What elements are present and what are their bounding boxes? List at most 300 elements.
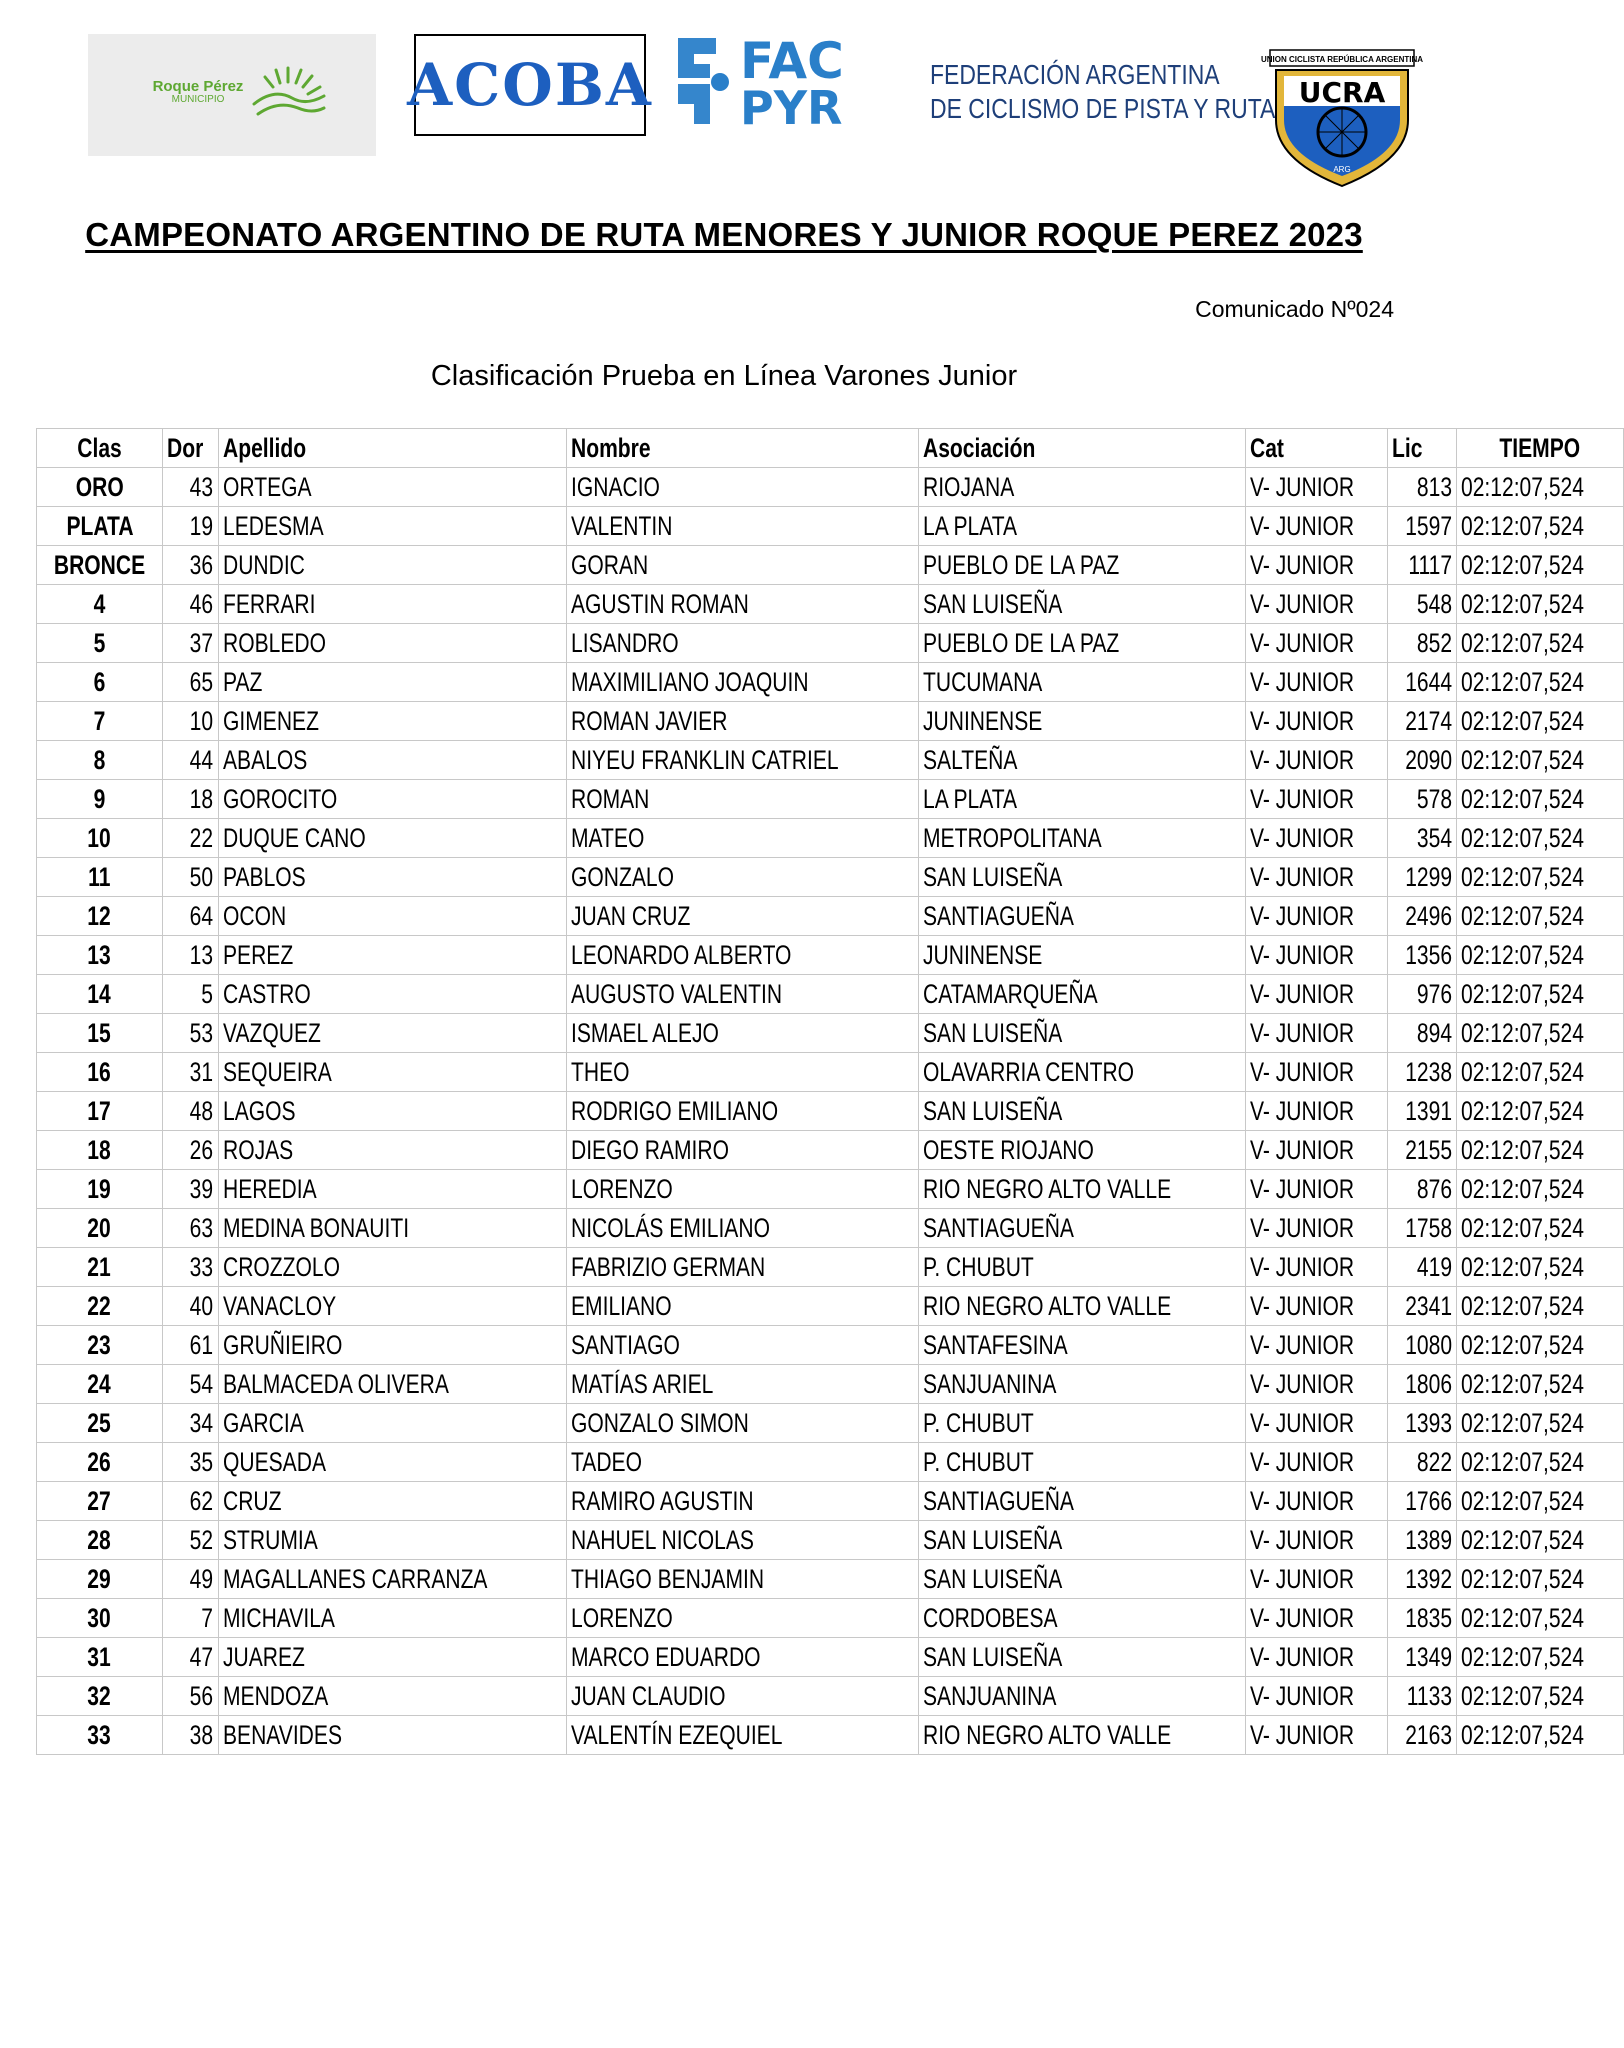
cell-nombre bbox=[566, 1326, 918, 1365]
cell-tiempo bbox=[1457, 780, 1624, 819]
cell-text: RIO NEGRO ALTO VALLE bbox=[922, 1719, 1171, 1750]
cell-text: OCON bbox=[222, 900, 286, 931]
cell-lic bbox=[1388, 1365, 1457, 1404]
cell-text: 14 bbox=[87, 978, 112, 1009]
cell-nombre bbox=[566, 1287, 918, 1326]
cell-text: ROBLEDO bbox=[222, 627, 326, 658]
column-header-label: Dor bbox=[167, 432, 204, 463]
cell-asociacion bbox=[918, 1053, 1245, 1092]
cell-text: LORENZO bbox=[570, 1602, 673, 1633]
cell-text: 18 bbox=[87, 1134, 112, 1165]
cell-lic bbox=[1388, 1638, 1457, 1677]
cell-text: SALTEÑA bbox=[922, 744, 1018, 775]
cell-text: 02:12:07,524 bbox=[1461, 1251, 1585, 1282]
cell-lic bbox=[1388, 1599, 1457, 1638]
cell-text: FERRARI bbox=[222, 588, 315, 619]
cell-cat bbox=[1245, 1404, 1388, 1443]
cell-text: V- JUNIOR bbox=[1249, 1329, 1354, 1360]
cell-nombre bbox=[566, 1014, 918, 1053]
cell-asociacion bbox=[918, 741, 1245, 780]
cell-text: 6 bbox=[93, 666, 106, 697]
cell-tiempo bbox=[1457, 1404, 1624, 1443]
cell-apellido bbox=[218, 624, 566, 663]
cell-text: 2174 bbox=[1405, 705, 1453, 736]
cell-asociacion bbox=[918, 1326, 1245, 1365]
cell-text: 49 bbox=[190, 1563, 214, 1594]
cell-clas bbox=[37, 663, 163, 702]
cell-tiempo bbox=[1457, 1638, 1624, 1677]
cell-lic bbox=[1388, 468, 1457, 507]
cell-text: 02:12:07,524 bbox=[1461, 1134, 1585, 1165]
cell-cat bbox=[1245, 819, 1388, 858]
cell-text: 2163 bbox=[1405, 1719, 1453, 1750]
cell-lic bbox=[1388, 1131, 1457, 1170]
cell-text: V- JUNIOR bbox=[1249, 978, 1354, 1009]
cell-apellido bbox=[218, 1287, 566, 1326]
cell-text: V- JUNIOR bbox=[1249, 1056, 1354, 1087]
cell-apellido bbox=[218, 663, 566, 702]
cell-lic bbox=[1388, 1404, 1457, 1443]
cell-asociacion bbox=[918, 663, 1245, 702]
cell-text: 44 bbox=[190, 744, 214, 775]
cell-text: NICOLÁS EMILIANO bbox=[570, 1212, 770, 1243]
cell-text: RIO NEGRO ALTO VALLE bbox=[922, 1290, 1171, 1321]
cell-lic bbox=[1388, 1443, 1457, 1482]
table-row bbox=[37, 975, 1624, 1014]
cell-text: 29 bbox=[87, 1563, 112, 1594]
cell-lic bbox=[1388, 702, 1457, 741]
cell-text: 30 bbox=[87, 1602, 112, 1633]
cell-text: SAN LUISEÑA bbox=[922, 1095, 1062, 1126]
cell-text: BRONCE bbox=[53, 549, 146, 580]
cell-dor bbox=[163, 702, 219, 741]
cell-lic bbox=[1388, 858, 1457, 897]
cell-apellido bbox=[218, 1053, 566, 1092]
table-row bbox=[37, 546, 1624, 585]
ucra-logo bbox=[1260, 48, 1424, 188]
table-row bbox=[37, 858, 1624, 897]
cell-text: FABRIZIO GERMAN bbox=[570, 1251, 765, 1282]
cell-text: 10 bbox=[87, 822, 112, 853]
cell-text: 22 bbox=[87, 1290, 112, 1321]
cell-text: 8 bbox=[93, 744, 106, 775]
cell-text: 5 bbox=[93, 627, 106, 658]
cell-text: 419 bbox=[1417, 1251, 1453, 1282]
cell-apellido bbox=[218, 1365, 566, 1404]
cell-clas bbox=[37, 1443, 163, 1482]
cell-cat bbox=[1245, 1287, 1388, 1326]
cell-text: 02:12:07,524 bbox=[1461, 1602, 1585, 1633]
cell-dor bbox=[163, 1638, 219, 1677]
cell-text: RIOJANA bbox=[922, 471, 1014, 502]
cell-dor bbox=[163, 897, 219, 936]
column-header-dor bbox=[163, 429, 219, 468]
table-row bbox=[37, 1365, 1624, 1404]
cell-text: V- JUNIOR bbox=[1249, 510, 1354, 541]
cell-nombre bbox=[566, 1482, 918, 1521]
cell-asociacion bbox=[918, 1677, 1245, 1716]
cell-tiempo bbox=[1457, 1326, 1624, 1365]
cell-tiempo bbox=[1457, 975, 1624, 1014]
cell-dor bbox=[163, 1209, 219, 1248]
cell-text: 1392 bbox=[1405, 1563, 1453, 1594]
cell-text: 02:12:07,524 bbox=[1461, 822, 1585, 853]
cell-dor bbox=[163, 1053, 219, 1092]
cell-nombre bbox=[566, 1638, 918, 1677]
cell-text: SAN LUISEÑA bbox=[922, 1641, 1062, 1672]
cell-text: V- JUNIOR bbox=[1249, 666, 1354, 697]
cell-text: LA PLATA bbox=[922, 783, 1017, 814]
cell-text: MAGALLANES CARRANZA bbox=[222, 1563, 488, 1594]
cell-asociacion bbox=[918, 1365, 1245, 1404]
cell-text: 548 bbox=[1417, 588, 1453, 619]
cell-asociacion bbox=[918, 858, 1245, 897]
cell-text: ORTEGA bbox=[222, 471, 312, 502]
cell-text: MEDINA BONAUITI bbox=[222, 1212, 409, 1243]
cell-text: 62 bbox=[190, 1485, 214, 1516]
cell-apellido bbox=[218, 780, 566, 819]
cell-clas bbox=[37, 1170, 163, 1209]
cell-cat bbox=[1245, 1716, 1388, 1755]
cell-text: 9 bbox=[93, 783, 106, 814]
cell-text: V- JUNIOR bbox=[1249, 783, 1354, 814]
cell-text: GRUÑIEIRO bbox=[222, 1329, 342, 1360]
cell-tiempo bbox=[1457, 1443, 1624, 1482]
cell-text: 22 bbox=[190, 822, 214, 853]
cell-lic bbox=[1388, 819, 1457, 858]
cell-asociacion bbox=[918, 1560, 1245, 1599]
cell-clas bbox=[37, 1248, 163, 1287]
cell-text: BALMACEDA OLIVERA bbox=[222, 1368, 449, 1399]
cell-text: 39 bbox=[190, 1173, 214, 1204]
cell-dor bbox=[163, 1170, 219, 1209]
cell-dor bbox=[163, 1404, 219, 1443]
cell-apellido bbox=[218, 1170, 566, 1209]
table-row bbox=[37, 1170, 1624, 1209]
cell-text: 24 bbox=[87, 1368, 112, 1399]
cell-clas bbox=[37, 1053, 163, 1092]
table-row bbox=[37, 936, 1624, 975]
cell-tiempo bbox=[1457, 1209, 1624, 1248]
cell-nombre bbox=[566, 546, 918, 585]
cell-text: OESTE RIOJANO bbox=[922, 1134, 1094, 1165]
cell-text: 02:12:07,524 bbox=[1461, 1173, 1585, 1204]
cell-text: THIAGO BENJAMIN bbox=[570, 1563, 764, 1594]
cell-text: VAZQUEZ bbox=[222, 1017, 321, 1048]
cell-clas bbox=[37, 1716, 163, 1755]
cell-text: 02:12:07,524 bbox=[1461, 1290, 1585, 1321]
cell-apellido bbox=[218, 1599, 566, 1638]
cell-asociacion bbox=[918, 780, 1245, 819]
cell-text: 1597 bbox=[1405, 510, 1453, 541]
cell-text: SANTIAGUEÑA bbox=[922, 1485, 1074, 1516]
column-header-label: Apellido bbox=[222, 432, 306, 463]
acoba-logo-text: ACOBA bbox=[407, 51, 653, 119]
cell-asociacion bbox=[918, 585, 1245, 624]
cell-asociacion bbox=[918, 1716, 1245, 1755]
cell-clas bbox=[37, 585, 163, 624]
cell-text: ISMAEL ALEJO bbox=[570, 1017, 719, 1048]
cell-text: 11 bbox=[88, 861, 111, 892]
cell-text: V- JUNIOR bbox=[1249, 471, 1354, 502]
cell-text: 976 bbox=[1417, 978, 1453, 1009]
cell-text: 02:12:07,524 bbox=[1461, 1017, 1585, 1048]
cell-clas bbox=[37, 624, 163, 663]
cell-nombre bbox=[566, 702, 918, 741]
cell-text: JUAN CLAUDIO bbox=[570, 1680, 726, 1711]
cell-nombre bbox=[566, 1209, 918, 1248]
cell-cat bbox=[1245, 1443, 1388, 1482]
cell-text: 1391 bbox=[1405, 1095, 1453, 1126]
cell-clas bbox=[37, 1131, 163, 1170]
cell-text: CORDOBESA bbox=[922, 1602, 1058, 1633]
cell-text: 19 bbox=[87, 1173, 112, 1204]
cell-text: 61 bbox=[190, 1329, 214, 1360]
cell-dor bbox=[163, 858, 219, 897]
cell-cat bbox=[1245, 897, 1388, 936]
cell-text: 34 bbox=[190, 1407, 214, 1438]
cell-text: 02:12:07,524 bbox=[1461, 471, 1585, 502]
cell-text: 1393 bbox=[1405, 1407, 1453, 1438]
cell-text: V- JUNIOR bbox=[1249, 627, 1354, 658]
cell-text: 13 bbox=[190, 939, 214, 970]
cell-text: DIEGO RAMIRO bbox=[570, 1134, 729, 1165]
cell-text: 20 bbox=[87, 1212, 112, 1243]
cell-text: MATEO bbox=[570, 822, 644, 853]
cell-text: GIMENEZ bbox=[222, 705, 319, 736]
cell-clas bbox=[37, 468, 163, 507]
cell-text: 02:12:07,524 bbox=[1461, 510, 1585, 541]
cell-text: JUNINENSE bbox=[922, 705, 1043, 736]
cell-apellido bbox=[218, 1521, 566, 1560]
cell-asociacion bbox=[918, 1404, 1245, 1443]
cell-text: 02:12:07,524 bbox=[1461, 744, 1585, 775]
cell-text: 27 bbox=[87, 1485, 112, 1516]
cell-text: LORENZO bbox=[570, 1173, 673, 1204]
cell-lic bbox=[1388, 624, 1457, 663]
table-row bbox=[37, 1716, 1624, 1755]
cell-tiempo bbox=[1457, 1092, 1624, 1131]
cell-cat bbox=[1245, 663, 1388, 702]
cell-lic bbox=[1388, 1170, 1457, 1209]
cell-tiempo bbox=[1457, 468, 1624, 507]
cell-text: 2341 bbox=[1405, 1290, 1453, 1321]
cell-text: V- JUNIOR bbox=[1249, 705, 1354, 736]
cell-tiempo bbox=[1457, 1248, 1624, 1287]
cell-clas bbox=[37, 1326, 163, 1365]
acoba-logo bbox=[407, 34, 653, 136]
cell-text: SAN LUISEÑA bbox=[922, 1563, 1062, 1594]
cell-apellido bbox=[218, 819, 566, 858]
cell-tiempo bbox=[1457, 1365, 1624, 1404]
cell-clas bbox=[37, 936, 163, 975]
facpyr-logo bbox=[676, 32, 916, 135]
cell-nombre bbox=[566, 507, 918, 546]
cell-text: EMILIANO bbox=[570, 1290, 672, 1321]
cell-tiempo bbox=[1457, 897, 1624, 936]
cell-dor bbox=[163, 1599, 219, 1638]
cell-apellido bbox=[218, 1677, 566, 1716]
table-row bbox=[37, 1521, 1624, 1560]
cell-asociacion bbox=[918, 1170, 1245, 1209]
cell-text: V- JUNIOR bbox=[1249, 1095, 1354, 1126]
column-header-label: Lic bbox=[1392, 432, 1423, 463]
cell-cat bbox=[1245, 780, 1388, 819]
ucra-ring-text: UNION CICLISTA REPÚBLICA ARGENTINA bbox=[1260, 55, 1424, 64]
cell-tiempo bbox=[1457, 1482, 1624, 1521]
cell-text: 1349 bbox=[1405, 1641, 1453, 1672]
cell-lic bbox=[1388, 1287, 1457, 1326]
cell-tiempo bbox=[1457, 702, 1624, 741]
cell-tiempo bbox=[1457, 858, 1624, 897]
cell-text: 1238 bbox=[1405, 1056, 1453, 1087]
table-row bbox=[37, 468, 1624, 507]
cell-clas bbox=[37, 1014, 163, 1053]
cell-nombre bbox=[566, 975, 918, 1014]
cell-text: 02:12:07,524 bbox=[1461, 861, 1585, 892]
cell-apellido bbox=[218, 1326, 566, 1365]
cell-cat bbox=[1245, 1326, 1388, 1365]
cell-cat bbox=[1245, 1560, 1388, 1599]
cell-text: 50 bbox=[190, 861, 214, 892]
cell-cat bbox=[1245, 702, 1388, 741]
cell-text: 02:12:07,524 bbox=[1461, 1641, 1585, 1672]
cell-text: IGNACIO bbox=[570, 471, 660, 502]
cell-nombre bbox=[566, 1443, 918, 1482]
cell-text: SAN LUISEÑA bbox=[922, 861, 1062, 892]
cell-text: GORAN bbox=[570, 549, 648, 580]
cell-asociacion bbox=[918, 897, 1245, 936]
cell-apellido bbox=[218, 702, 566, 741]
ucra-name: UCRA bbox=[1298, 76, 1386, 109]
cell-text: 53 bbox=[190, 1017, 214, 1048]
cell-nombre bbox=[566, 858, 918, 897]
cell-text: V- JUNIOR bbox=[1249, 822, 1354, 853]
table-row bbox=[37, 780, 1624, 819]
cell-text: SANTAFESINA bbox=[922, 1329, 1068, 1360]
cell-text: GOROCITO bbox=[222, 783, 337, 814]
cell-lic bbox=[1388, 663, 1457, 702]
cell-text: V- JUNIOR bbox=[1249, 1407, 1354, 1438]
table-row bbox=[37, 1092, 1624, 1131]
cell-dor bbox=[163, 1131, 219, 1170]
cell-text: 1806 bbox=[1405, 1368, 1453, 1399]
cell-text: CATAMARQUEÑA bbox=[922, 978, 1098, 1009]
cell-text: 02:12:07,524 bbox=[1461, 627, 1585, 658]
cell-lic bbox=[1388, 741, 1457, 780]
roque-perez-logo bbox=[88, 34, 376, 156]
cell-apellido bbox=[218, 1092, 566, 1131]
cell-text: 28 bbox=[87, 1524, 112, 1555]
cell-apellido bbox=[218, 1404, 566, 1443]
cell-tiempo bbox=[1457, 1716, 1624, 1755]
cell-text: 822 bbox=[1417, 1446, 1453, 1477]
cell-text: 876 bbox=[1417, 1173, 1453, 1204]
cell-nombre bbox=[566, 1170, 918, 1209]
cell-text: THEO bbox=[570, 1056, 630, 1087]
cell-text: V- JUNIOR bbox=[1249, 939, 1354, 970]
cell-apellido bbox=[218, 897, 566, 936]
cell-dor bbox=[163, 624, 219, 663]
column-header-clas bbox=[37, 429, 163, 468]
cell-text: PLATA bbox=[65, 510, 134, 541]
cell-text: 02:12:07,524 bbox=[1461, 1719, 1585, 1750]
cell-cat bbox=[1245, 1365, 1388, 1404]
cell-text: V- JUNIOR bbox=[1249, 549, 1354, 580]
cell-text: TUCUMANA bbox=[922, 666, 1043, 697]
cell-clas bbox=[37, 1092, 163, 1131]
cell-text: LEDESMA bbox=[222, 510, 324, 541]
cell-text: 4 bbox=[93, 588, 106, 619]
cell-lic bbox=[1388, 780, 1457, 819]
cell-text: P. CHUBUT bbox=[922, 1407, 1034, 1438]
cell-tiempo bbox=[1457, 624, 1624, 663]
cell-text: NIYEU FRANKLIN CATRIEL bbox=[570, 744, 839, 775]
cell-dor bbox=[163, 1248, 219, 1287]
cell-text: OLAVARRIA CENTRO bbox=[922, 1056, 1134, 1087]
cell-text: ROJAS bbox=[222, 1134, 293, 1165]
cell-text: RIO NEGRO ALTO VALLE bbox=[922, 1173, 1171, 1204]
cell-tiempo bbox=[1457, 1131, 1624, 1170]
cell-tiempo bbox=[1457, 1014, 1624, 1053]
cell-text: 52 bbox=[190, 1524, 214, 1555]
cell-apellido bbox=[218, 741, 566, 780]
column-header-cat bbox=[1245, 429, 1388, 468]
cell-dor bbox=[163, 1443, 219, 1482]
cell-dor bbox=[163, 663, 219, 702]
cell-tiempo bbox=[1457, 1560, 1624, 1599]
cell-cat bbox=[1245, 1170, 1388, 1209]
cell-text: 02:12:07,524 bbox=[1461, 1095, 1585, 1126]
cell-dor bbox=[163, 468, 219, 507]
cell-lic bbox=[1388, 1248, 1457, 1287]
column-header-label: Nombre bbox=[570, 432, 651, 463]
cell-text: V- JUNIOR bbox=[1249, 1368, 1354, 1399]
roque-perez-logo-name: Roque Pérez bbox=[152, 78, 244, 95]
table-row bbox=[37, 1677, 1624, 1716]
cell-cat bbox=[1245, 507, 1388, 546]
roque-perez-logo-sub: MUNICIPIO bbox=[171, 94, 225, 105]
cell-text: V- JUNIOR bbox=[1249, 900, 1354, 931]
cell-cat bbox=[1245, 741, 1388, 780]
cell-text: 26 bbox=[190, 1134, 214, 1165]
cell-tiempo bbox=[1457, 1677, 1624, 1716]
cell-text: 578 bbox=[1417, 783, 1453, 814]
cell-cat bbox=[1245, 1014, 1388, 1053]
classification-subtitle: Clasificación Prueba en Línea Varones Junior bbox=[430, 360, 1018, 392]
cell-text: 33 bbox=[190, 1251, 214, 1282]
cell-tiempo bbox=[1457, 546, 1624, 585]
column-header-label: Asociación bbox=[922, 432, 1036, 463]
cell-dor bbox=[163, 780, 219, 819]
cell-text: 2155 bbox=[1405, 1134, 1453, 1165]
cell-tiempo bbox=[1457, 585, 1624, 624]
cell-text: JUNINENSE bbox=[922, 939, 1043, 970]
cell-asociacion bbox=[918, 546, 1245, 585]
cell-text: 54 bbox=[190, 1368, 214, 1399]
cell-text: V- JUNIOR bbox=[1249, 1602, 1354, 1633]
cell-cat bbox=[1245, 1131, 1388, 1170]
cell-text: 1758 bbox=[1405, 1212, 1453, 1243]
cell-text: 1133 bbox=[1407, 1680, 1453, 1711]
cell-clas bbox=[37, 741, 163, 780]
cell-text: 02:12:07,524 bbox=[1461, 1524, 1585, 1555]
cell-asociacion bbox=[918, 1599, 1245, 1638]
cell-nombre bbox=[566, 468, 918, 507]
cell-asociacion bbox=[918, 702, 1245, 741]
cell-text: SANJUANINA bbox=[922, 1680, 1057, 1711]
cell-clas bbox=[37, 1560, 163, 1599]
